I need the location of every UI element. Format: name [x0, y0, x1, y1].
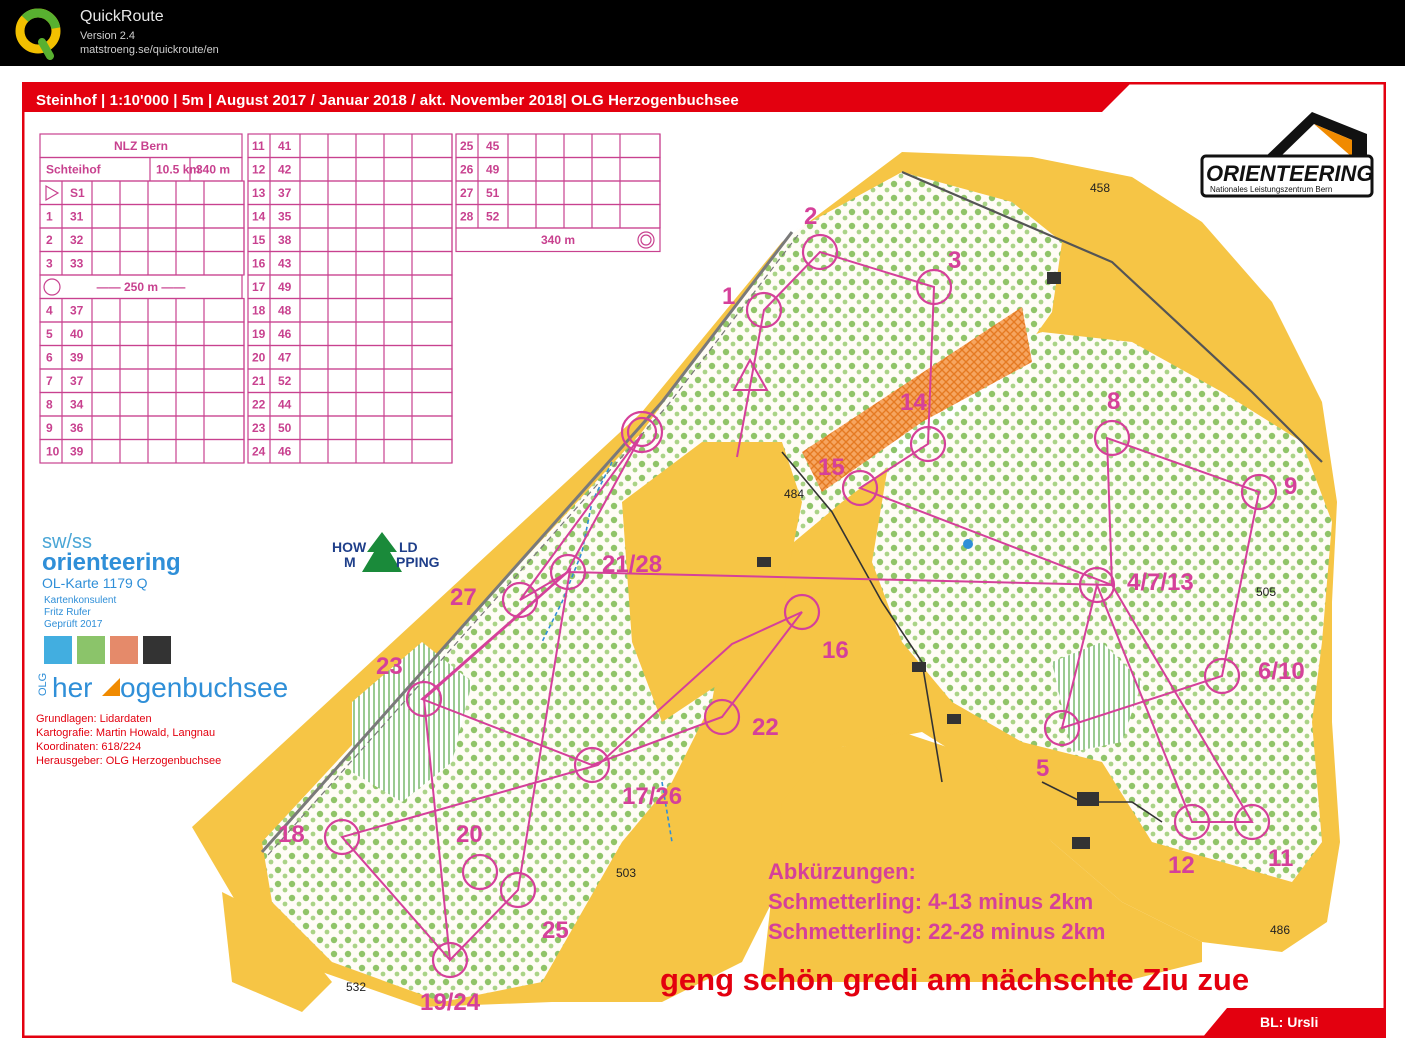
footer-badge: BL: Ursli [1260, 1014, 1319, 1030]
cd-control-code: 39 [70, 350, 84, 365]
svg-text:PPING: PPING [396, 554, 440, 570]
cd-control-code: 46 [278, 327, 292, 341]
map-title: Steinhof | 1:10'000 | 5m | August 2017 / Januar 2018 / akt. November 2018| OLG Herzogenbuchsee [36, 92, 739, 109]
svg-text:ogenbuchsee: ogenbuchsee [120, 672, 289, 703]
cd-control-code: 34 [70, 397, 84, 412]
cd-control-num: 23 [252, 421, 266, 435]
cd-control-code: 43 [278, 256, 292, 271]
cd-control-code: 41 [278, 139, 292, 153]
svg-text:HOW: HOW [332, 539, 367, 555]
cd-control-code: 36 [70, 421, 84, 435]
cd-control-num: 21 [252, 374, 266, 388]
svg-text:Geprüft 2017: Geprüft 2017 [44, 619, 103, 630]
control-number: 8 [1107, 388, 1121, 415]
cd-control-code: 47 [278, 350, 292, 365]
svg-text:OL-Karte 1179 Q: OL-Karte 1179 Q [42, 575, 148, 591]
svg-text:Nationales Leistungszentrum Be: Nationales Leistungszentrum Bern [1210, 185, 1333, 194]
cd-control-num: 18 [252, 303, 266, 318]
cd-control-num: 4 [46, 303, 53, 318]
cd-control-code: 52 [278, 374, 292, 388]
control-number: 1 [722, 283, 736, 310]
cd-finish-distance: 340 m [540, 233, 576, 247]
spot-height: 532 [346, 980, 367, 994]
control-number: 2 [804, 203, 818, 230]
cd-control-num: 14 [252, 209, 266, 224]
cd-control-code: 51 [486, 186, 500, 200]
app-url[interactable]: matstroeng.se/quickroute/en [80, 44, 219, 56]
cd-control-code: 44 [278, 397, 292, 412]
cd-control-code: 35 [278, 209, 292, 224]
control-number: 16 [822, 637, 849, 664]
cd-control-num: 7 [46, 374, 53, 388]
quickroute-logo-icon [14, 6, 64, 60]
spot-height: 486 [1270, 923, 1291, 937]
cd-control-num: 12 [252, 162, 266, 177]
control-number: 14 [900, 389, 927, 416]
svg-text:Fritz Rufer: Fritz Rufer [44, 607, 91, 618]
cd-control-code: 49 [278, 280, 292, 294]
cd-control-num: 19 [252, 327, 266, 341]
cd-course-length: 10.5 km [156, 162, 201, 177]
cd-event-name: NLZ Bern [114, 139, 168, 153]
cd-control-code: 37 [70, 303, 84, 318]
cd-marked-route: —— 250 m —— [96, 280, 186, 294]
cd-control-code: 45 [486, 139, 500, 153]
cd-control-num: 25 [460, 139, 474, 153]
control-number: 15 [818, 454, 845, 481]
control-number: 11 [1268, 845, 1294, 872]
cd-control-num: 13 [252, 186, 266, 200]
cd-control-code: 39 [70, 444, 84, 459]
svg-text:Kartenkonsulent: Kartenkonsulent [44, 595, 117, 606]
pond [963, 539, 973, 549]
cd-control-code: 46 [278, 444, 292, 459]
cd-control-code: 48 [278, 303, 292, 318]
cd-control-num: 6 [46, 350, 53, 365]
shortcut-line: Schmetterling: 4-13 minus 2km [768, 889, 1094, 914]
shortcuts-heading: Abkürzungen: [768, 859, 916, 884]
cd-control-code: 38 [278, 233, 292, 247]
cd-control-code: 33 [70, 256, 84, 271]
control-number: 6/10 [1258, 658, 1305, 685]
control-number: 19/24 [420, 989, 481, 1016]
cd-control-num: 26 [460, 162, 474, 177]
credit-line: Herausgeber: OLG Herzogenbuchsee [36, 755, 222, 767]
cd-control-code: 31 [70, 209, 84, 224]
control-number: 12 [1168, 852, 1195, 879]
svg-text:sw/ss: sw/ss [42, 531, 92, 553]
cd-control-num: 9 [46, 421, 53, 435]
cd-control-num: 16 [252, 256, 266, 271]
cd-control-num: 15 [252, 233, 266, 247]
credit-line: Grundlagen: Lidardaten [36, 713, 152, 725]
control-number: 21/28 [602, 551, 663, 578]
control-description-sheet [38, 132, 668, 472]
svg-text:LD: LD [399, 539, 418, 555]
control-number: 3 [948, 247, 962, 274]
cd-control-code: 40 [70, 327, 84, 341]
spot-height: 505 [1256, 585, 1277, 599]
cd-control-num: 20 [252, 350, 266, 365]
olg-club-logo [37, 672, 288, 703]
cd-control-num: 10 [46, 444, 60, 459]
cd-control-num: 27 [460, 186, 474, 200]
app-name: QuickRoute [80, 8, 164, 25]
cd-control-code: 32 [70, 233, 84, 247]
control-number: 9 [1284, 473, 1298, 500]
credit-line: Koordinaten: 618/224 [36, 741, 142, 753]
cd-control-num: 3 [46, 256, 53, 271]
cd-control-num: 1 [46, 209, 53, 224]
control-number: 4/7/13 [1127, 569, 1194, 596]
app-version: Version 2.4 [80, 30, 136, 42]
spot-height: 503 [616, 866, 637, 880]
control-number: 20 [456, 821, 483, 848]
cd-control-num: 24 [252, 444, 266, 459]
cd-control-num: 22 [252, 397, 266, 412]
app-titlebar [0, 0, 1405, 66]
control-number: 5 [1036, 755, 1050, 782]
cd-course-climb: 340 m [196, 162, 231, 177]
svg-text:orienteering: orienteering [42, 549, 181, 576]
control-number: 17/26 [622, 783, 683, 810]
svg-text:OLG: OLG [37, 672, 49, 696]
shortcut-line: Schmetterling: 22-28 minus 2km [768, 919, 1106, 944]
slogan-text: geng schön gredi am nächschte Ziu zue [660, 962, 1250, 997]
cd-control-num: 8 [46, 397, 53, 412]
cd-control-code: 50 [278, 421, 292, 435]
cd-control-code: 52 [486, 209, 500, 224]
svg-text:her: her [52, 672, 93, 703]
control-number: 27 [450, 584, 477, 611]
cd-control-code: 37 [70, 374, 84, 388]
credit-line: Kartografie: Martin Howald, Langnau [36, 727, 216, 739]
control-number: 22 [752, 714, 779, 741]
cd-control-num: 11 [252, 139, 265, 153]
svg-text:M: M [344, 554, 356, 570]
cd-control-num: 28 [460, 209, 474, 224]
spot-height: 458 [1090, 181, 1111, 195]
cd-control-code: 42 [278, 162, 292, 177]
cd-control-code: 49 [486, 162, 500, 177]
cd-control-num: 5 [46, 327, 53, 341]
cd-course-name: Schteihof [46, 162, 101, 177]
control-number: 18 [278, 821, 305, 848]
control-number: 23 [376, 653, 403, 680]
cd-control-num: 2 [46, 233, 53, 247]
svg-text:ORIENTEERING: ORIENTEERING [1206, 161, 1374, 186]
control-number: 25 [542, 917, 569, 944]
spot-height: 484 [784, 487, 805, 501]
cd-control-code: 37 [278, 186, 292, 200]
cd-control-num: 17 [252, 280, 266, 294]
cd-start-code: S1 [70, 186, 85, 200]
